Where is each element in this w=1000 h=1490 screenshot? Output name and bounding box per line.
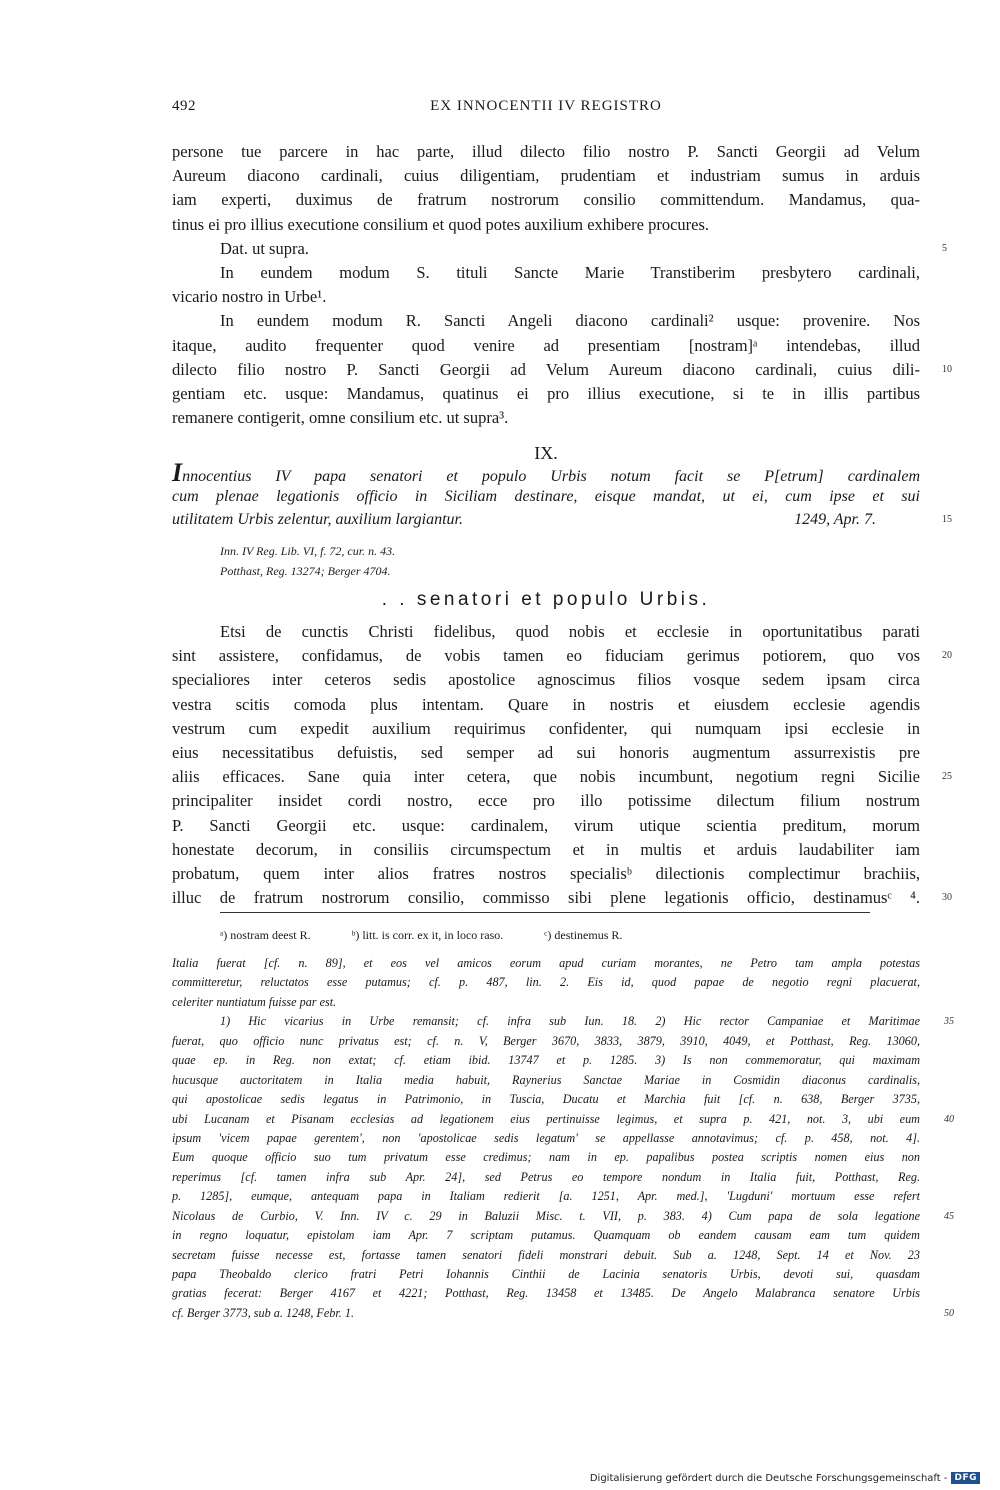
line-text: sint assistere, confidamus, de vobis tamen eo fiduciam gerimus potiorem, quo vos — [172, 646, 920, 666]
line-text: in regno loquatur, epistolam iam Apr. 7 scriptam putamus. Quamquam ob eandem causam eam tum quidem — [172, 1228, 920, 1243]
main-text-block — [172, 620, 952, 910]
text-line — [172, 334, 920, 358]
text-line — [172, 1051, 920, 1070]
line-text: cf. Berger 3773, sub a. 1248, Febr. 1. — [172, 1305, 355, 1320]
text-line — [172, 644, 952, 668]
variant-note: ᵇ) litt. is corr. ex it, in loco raso. — [351, 928, 504, 942]
digitization-credit — [590, 1472, 980, 1484]
address-heading: . . senatori et populo Urbis. — [381, 589, 711, 610]
text-line — [172, 789, 920, 813]
text-line — [172, 261, 920, 285]
line-text: secretam fuisse necesse est, fortasse tamen senatori fideli monstrari debuit. Sub a. 1248, Sept. 14 et Nov. 23 — [172, 1247, 920, 1262]
line-number: 45 — [944, 1210, 954, 1222]
variant-notes — [220, 928, 920, 943]
line-text: vestra scitis comoda plus intentam. Quare in nostris et eiusdem ecclesie agendis — [172, 694, 920, 714]
text-line — [172, 717, 920, 741]
text-line — [172, 886, 952, 910]
line-number: 25 — [942, 771, 952, 783]
text-line — [172, 1168, 920, 1187]
line-number: 20 — [942, 650, 952, 662]
text-line — [172, 1265, 920, 1284]
page-header — [172, 98, 920, 122]
line-text: p. 1285], eumque, antequam papa in Italiam redierit [a. 1251, Apr. med.], 'Lugduni' mortuum esse refert — [172, 1189, 920, 1204]
line-text: gratias fecerat: Berger 4167 et 4221; Potthast, Reg. 13458 et 13485. De Angelo Malabranca senatore Urbis — [172, 1286, 920, 1301]
line-text: In eundem modum S. tituli Sancte Marie Transtiberim presbytero cardinali, — [220, 262, 920, 282]
line-text: fuerat, quo officio nunc privatus est; cf. n. V, Berger 3670, 3833, 3879, 3910, 4049, et Potthast, Reg. 13060, — [172, 1033, 920, 1048]
line-text: ipsum 'vicem papae gerentem', non 'apostolicae sedis legatum' se appellasse annotavimus; cf. p. 458, not. 4]. — [172, 1130, 920, 1145]
line-text: Aureum diacono cardinali, cuius diligentiam, prudentiam et industriam sumus in arduis — [172, 166, 920, 186]
top-text-block — [172, 140, 952, 430]
text-line — [172, 620, 920, 644]
text-line — [172, 765, 952, 789]
credit-text: Digitalisierung gefördert durch die Deutsche Forschungsgemeinschaft - — [589, 1472, 948, 1484]
line-text: Nicolaus de Curbio, V. Inn. IV c. 29 in Baluzii Misc. t. VII, p. 383. 4) Cum papa de sola legatione — [172, 1208, 920, 1223]
text-line — [172, 1148, 920, 1167]
line-text: cum plenae legationis officio in Siciliam destinare, eisque mandat, ut ei, cum ipse et sui — [172, 487, 920, 505]
line-text: nnocentius IV papa senatori et populo Urbis notum facit se P[etrum] cardinalem — [182, 468, 920, 485]
text-line — [172, 668, 920, 692]
line-text: Dat. ut supra. — [220, 238, 309, 258]
line-text: probatum, quem inter alios fratres nostros specialisᵇ dilectionis complectimur brachiis, — [172, 863, 920, 883]
line-number: 10 — [942, 363, 952, 375]
line-number: 50 — [944, 1307, 954, 1319]
line-text: gentiam etc. usque: Mandamus, quatinus ei pro illius executione, si te in illis partibus — [172, 383, 920, 403]
text-line — [172, 954, 920, 973]
text-line — [172, 358, 952, 382]
running-title: EX INNOCENTII IV REGISTRO — [430, 98, 662, 114]
text-line — [172, 693, 920, 717]
line-text: eius necessitatibus defuistis, sed semper ad sui honoris augmentum assurrexistis pre — [172, 742, 920, 762]
text-line — [172, 1187, 920, 1206]
text-line — [172, 164, 920, 188]
text-line — [172, 1284, 920, 1303]
line-text: committeretur, reluctatos esse putamus; cf. p. 487, lin. 2. Eis id, quod papae de negotio regni placuerat, — [172, 975, 920, 990]
regest-summary — [172, 458, 952, 532]
footnote-rule — [220, 912, 870, 913]
text-line — [172, 1304, 954, 1323]
line-text: illuc de fratrum nostrorum consilio, commisso sibi plene legationis officio, destinamusᶜ ⁴. — [172, 888, 920, 908]
line-text: hucusque auctoritatem in Italia media habuit, Raynerius Sanctae Mariae in Cosmidin diaconus cardinalis, — [172, 1072, 920, 1087]
line-number: 30 — [942, 892, 952, 904]
text-line — [172, 285, 920, 309]
text-line — [172, 973, 920, 992]
text-line — [172, 213, 920, 237]
document-number: IX. — [534, 443, 558, 463]
line-text: ubi Lucanam et Pisanam ecclesias ad legationem eius pertinuisse legimus, et supra p. 421, not. 3, ubi eum — [172, 1111, 920, 1126]
line-text: tinus ei pro illius executione consilium et quod potes auxilium exhibere procures. — [172, 214, 710, 234]
regest-line — [172, 458, 920, 487]
line-text: Eum quoque officio suo tum privatum esse credimus; nam in ep. papalibus postea scriptis nomen eius non — [172, 1150, 920, 1165]
text-line — [172, 1071, 920, 1090]
line-text: iam experti, duximus de fratrum nostrorum consilio committendum. Mandamus, qua- — [172, 190, 920, 210]
text-line — [172, 1246, 920, 1265]
variant-note: ᵃ) nostram deest R. — [220, 928, 311, 942]
line-text: Etsi de cunctis Christi fidelibus, quod nobis et ecclesie in oportunitatibus parati — [220, 622, 920, 641]
source-line: Potthast, Reg. 13274; Berger 4704. — [220, 564, 391, 578]
line-number: 5 — [942, 242, 947, 254]
text-line — [172, 741, 920, 765]
footnotes-block — [172, 954, 954, 1323]
document-date: 1249, Apr. 7. — [794, 511, 876, 528]
line-text: dilecto filio nostro P. Sancti Georgii ad Velum Aureum diacono cardinali, cuius dili- — [172, 359, 920, 379]
line-text: reperimus [cf. tamen infra sub Apr. 24], sed Petrus eo tempore nondum in Italia fuit, Potthast, Reg. — [172, 1169, 920, 1184]
text-line — [172, 1090, 920, 1109]
line-text: specialiores inter ceteros sedis apostolice agnoscimus filios vosque sedem ipsam circa — [172, 670, 920, 690]
line-text: Italia fuerat [cf. n. 89], et eos vel amicos eorum apud curiam morantes, ne Petro tam ampla potestas — [172, 956, 920, 970]
line-text: remanere contigerit, omne consilium etc. ut supra³. — [172, 408, 509, 428]
line-text: celeriter nuntiatum fuisse par est. — [172, 994, 337, 1009]
regest-line — [172, 508, 952, 532]
line-text: qui apostolicae sedis legatus in Patrimonio, in Tuscia, Ducatu et Marchia fuit [cf. n. 638, Berger 3735, — [172, 1092, 920, 1107]
drop-cap: I — [172, 458, 183, 487]
text-line — [172, 993, 920, 1012]
line-text: vestrum cum expedit auxilium requirimus confidenter, qui numquam ipsi ecclesie in — [172, 718, 920, 738]
text-line — [172, 838, 920, 862]
text-line — [172, 862, 920, 886]
line-text: P. Sancti Georgii etc. usque: cardinalem, virum utique scientia preditum, morum — [172, 815, 920, 835]
line-text: papa Theobaldo clerico fratri Petri Iohannis Cinthii de Lacinia senatoris Urbis, devoti sui, quasdam — [172, 1267, 920, 1281]
line-number: 40 — [944, 1113, 954, 1125]
text-line — [172, 1226, 920, 1245]
text-line — [172, 1110, 954, 1129]
regest-line — [172, 485, 920, 509]
line-text: vicario nostro in Urbe¹. — [172, 287, 327, 307]
text-line — [172, 237, 947, 261]
source-references — [220, 541, 395, 581]
line-text: aliis efficaces. Sane quia inter cetera, que nobis incumbunt, negotium regni Sicilie — [172, 767, 920, 787]
line-text: principaliter insidet cordi nostro, ecce pro illo potissime dilectum filium nostrum — [172, 791, 920, 811]
line-number: 35 — [944, 1016, 954, 1028]
line-text: 1) Hic vicarius in Urbe remansit; cf. infra sub Iun. 18. 2) Hic rector Campaniae et Maritimae — [220, 1014, 920, 1029]
text-line — [172, 1032, 920, 1051]
text-line — [172, 814, 920, 838]
dfg-logo: DFG — [951, 1472, 980, 1484]
line-text: quae ep. in Reg. non extat; cf. etiam ibid. 13747 et p. 1285. 3) Is non commemoratur, qui maximam — [172, 1053, 920, 1068]
line-text: In eundem modum R. Sancti Angeli diacono cardinali² usque: provenire. Nos — [220, 311, 920, 331]
text-line — [172, 382, 920, 406]
text-line — [172, 1129, 920, 1148]
line-text: honestate decorum, in consiliis circumspectum et in multis et arduis laudabiliter iam — [172, 839, 920, 859]
text-line — [172, 188, 920, 212]
text-line — [172, 1012, 954, 1031]
variant-note: ᶜ) destinemus R. — [544, 928, 623, 942]
source-line: Inn. IV Reg. Lib. VI, f. 72, cur. n. 43. — [220, 544, 396, 558]
line-text: utilitatem Urbis zelentur, auxilium largiantur. — [172, 511, 463, 528]
text-line — [172, 1207, 954, 1226]
line-number: 15 — [942, 514, 952, 525]
line-text: persone tue parcere in hac parte, illud dilecto filio nostro P. Sancti Georgii ad Velum — [172, 142, 920, 161]
text-line — [172, 406, 920, 430]
text-line — [172, 140, 920, 164]
line-text: itaque, audito frequenter quod venire ad presentiam [nostram]ᵃ intendebas, illud — [172, 335, 920, 355]
page-number: 492 — [172, 98, 196, 114]
text-line — [172, 309, 920, 333]
